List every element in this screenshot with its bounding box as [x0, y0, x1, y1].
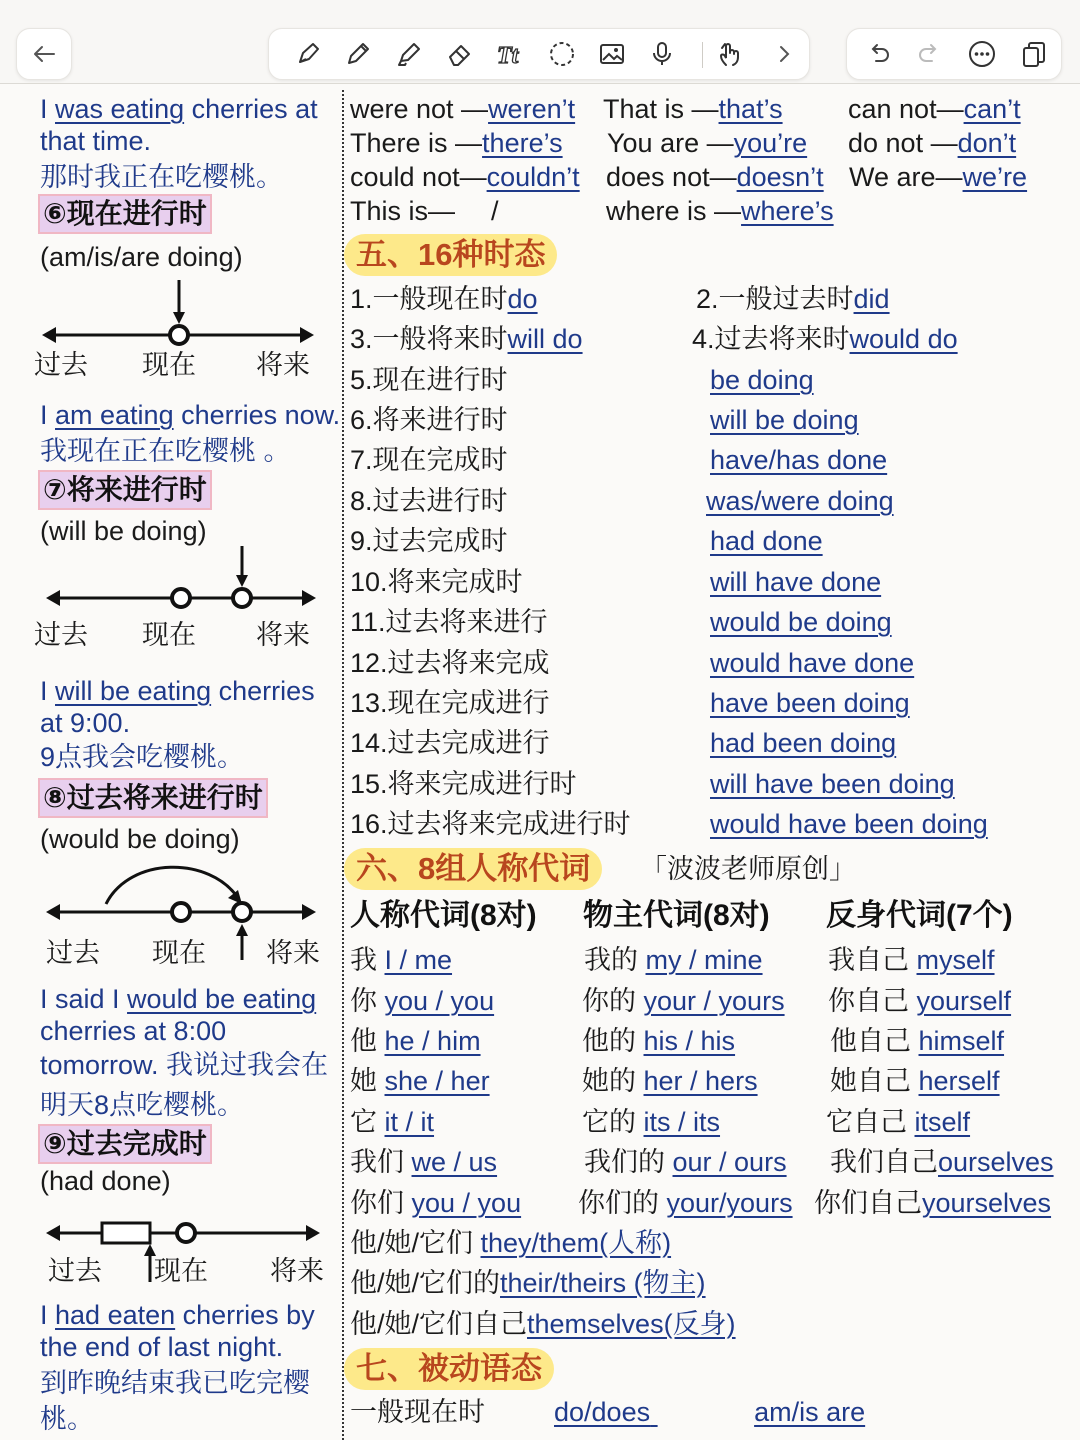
timeline-label-now: 现在: [154, 1256, 208, 1286]
example-line: that time.: [40, 126, 152, 156]
pronoun-cell: 我们的 our / ours: [584, 1147, 787, 1177]
example-line: at 9:00.: [40, 708, 131, 738]
microphone-tool[interactable]: [646, 38, 678, 70]
pen-icon: [294, 40, 322, 68]
tense-form: will have done: [710, 567, 882, 597]
contraction: That is —that’s: [603, 94, 783, 124]
timeline-label-past: 过去: [46, 938, 100, 968]
pencil-icon: [344, 40, 372, 68]
pronoun-cell: 你的 your / yours: [582, 986, 785, 1016]
pronoun-cell: 你 you / you: [350, 986, 495, 1016]
tense-form: would have done: [710, 648, 915, 678]
undo-button[interactable]: [862, 38, 894, 70]
redo-button[interactable]: [914, 38, 946, 70]
timeline-label-past: 过去: [48, 1256, 102, 1286]
contraction: This is— /: [350, 196, 499, 226]
pronoun-cell: 他 he / him: [350, 1026, 481, 1056]
pronoun-cell: 它自己 itself: [826, 1107, 971, 1137]
tense-name: 11.过去将来进行: [350, 607, 548, 637]
contraction: There is —there’s: [350, 128, 563, 158]
timeline-diagram: [40, 278, 320, 358]
tense-name: 12.过去将来完成: [350, 648, 550, 678]
pronoun-cell: 我们自己ourselves: [830, 1147, 1054, 1177]
column-header: 物主代词(8对): [583, 899, 770, 932]
contraction: do not —don’t: [848, 128, 1017, 158]
section-title-passive: 七、被动语态: [344, 1348, 554, 1390]
image-icon: [598, 40, 626, 68]
highlighter-icon: [394, 40, 422, 68]
section-title-pronouns: 六、8组人称代词: [344, 848, 602, 890]
example-translation: 到昨晚结束我已吃完樱: [40, 1368, 310, 1398]
tense-formula: (had done): [40, 1166, 171, 1196]
tense-heading: ⑨过去完成时: [38, 1124, 212, 1164]
tense-name: 16.过去将来完成进行时: [350, 809, 631, 839]
author-note: 「波波老师原创」: [640, 854, 856, 884]
more-tools-button[interactable]: [768, 38, 800, 70]
pronoun-cell: 我的 my / mine: [584, 945, 763, 975]
example-line: I was eating cherries at: [40, 94, 318, 124]
tense-name: 8.过去进行时: [350, 486, 508, 516]
column-divider: [342, 90, 344, 1440]
pencil-tool[interactable]: [342, 38, 374, 70]
more-icon: [968, 40, 996, 68]
pronoun-cell: 它的 its / its: [582, 1107, 721, 1137]
toolbar: [0, 0, 1080, 84]
pronoun-cell: 我 I / me: [350, 945, 453, 975]
tense-form: will have been doing: [710, 769, 955, 799]
tense-name: 6.将来进行时: [350, 405, 508, 435]
timeline-label-now: 现在: [142, 350, 196, 380]
tense-name: 15.将来完成进行时: [350, 769, 577, 799]
contraction: can not—can’t: [848, 94, 1021, 124]
tense-name: 7.现在完成时: [350, 445, 508, 475]
text-tool-icon: [496, 40, 524, 68]
plural-pronoun-row: 他/她/它们 they/them(人称): [350, 1228, 672, 1258]
tense-form: will be doing: [710, 405, 859, 435]
pronoun-cell: 他的 his / his: [582, 1026, 736, 1056]
tense-form: would have been doing: [710, 809, 988, 839]
pronoun-cell: 它 it / it: [350, 1107, 435, 1137]
tense-form: had done: [710, 526, 823, 556]
example-translation: 明天8点吃樱桃。: [40, 1090, 245, 1120]
plural-pronoun-row: 他/她/它们自己themselves(反身): [350, 1309, 736, 1339]
eraser-tool[interactable]: [444, 38, 476, 70]
pronoun-cell: 我们 we / us: [350, 1147, 498, 1177]
contraction: does not—doesn’t: [606, 162, 824, 192]
tense-formula: (would be doing): [40, 824, 240, 854]
timeline-label-past: 过去: [34, 620, 88, 650]
example-translation: 9点我会吃樱桃。: [40, 742, 245, 772]
example-translation: 那时我正在吃樱桃。: [40, 162, 283, 192]
passive-form-active: do/does am/is are: [554, 1397, 866, 1427]
tense-formula: (will be doing): [40, 516, 207, 546]
example-line: I am eating cherries now.: [40, 400, 341, 430]
touch-tool[interactable]: [714, 38, 746, 70]
tense-form: be doing: [710, 365, 814, 395]
back-button[interactable]: [16, 28, 72, 80]
example-line: cherries at 8:00: [40, 1016, 227, 1046]
tense-form: would be doing: [710, 607, 892, 637]
timeline-label-now: 现在: [142, 620, 196, 650]
tense-row: 2.一般过去时did: [696, 284, 890, 314]
pronoun-cell: 他自己 himself: [830, 1026, 1005, 1056]
more-button[interactable]: [966, 38, 998, 70]
column-header: 人称代词(8对): [350, 899, 537, 932]
example-translation: 我现在正在吃樱桃 。: [40, 436, 291, 466]
timeline-diagram: [40, 544, 320, 624]
image-tool[interactable]: [596, 38, 628, 70]
lasso-tool[interactable]: [546, 38, 578, 70]
highlighter-tool[interactable]: [392, 38, 424, 70]
pronoun-cell: 她 she / her: [350, 1066, 490, 1096]
pages-button[interactable]: [1018, 38, 1050, 70]
pronoun-cell: 她的 her / hers: [582, 1066, 758, 1096]
tense-row: 4.过去将来时would do: [692, 324, 958, 354]
chevron-right-icon: [770, 40, 798, 68]
redo-icon: [916, 40, 944, 68]
tense-form: have/has done: [710, 445, 888, 475]
tense-heading: ⑧过去将来进行时: [38, 778, 268, 818]
contraction: were not —weren’t: [350, 94, 576, 124]
contraction: where is —where’s: [606, 196, 834, 226]
tense-row: 1.一般现在时do: [350, 284, 538, 314]
tense-form: had been doing: [710, 728, 897, 758]
back-arrow-icon: [30, 40, 58, 68]
tense-name: 14.过去完成进行: [350, 728, 550, 758]
undo-icon: [864, 40, 892, 68]
example-line: tomorrow. 我说过我会在: [40, 1050, 329, 1080]
pronoun-cell: 我自己 myself: [828, 945, 995, 975]
tense-name: 13.现在完成进行: [350, 688, 550, 718]
example-line: I said I would be eating: [40, 984, 317, 1014]
timeline-label-future: 将来: [270, 1256, 324, 1286]
tense-formula: (am/is/are doing): [40, 242, 243, 272]
timeline-label-now: 现在: [152, 938, 206, 968]
pronoun-cell: 你们 you / you: [350, 1188, 522, 1218]
microphone-icon: [648, 40, 676, 68]
column-header: 反身代词(7个): [826, 899, 1013, 932]
timeline-label-past: 过去: [34, 350, 88, 380]
tense-row: 3.一般将来时will do: [350, 324, 583, 354]
contraction: We are—we’re: [849, 162, 1028, 192]
pronoun-cell: 你们自己yourselves: [814, 1188, 1052, 1218]
pronoun-cell: 她自己 herself: [830, 1066, 1000, 1096]
svg-text:Tt: Tt: [497, 43, 519, 68]
example-translation: 桃。: [40, 1404, 94, 1434]
plural-pronoun-row: 他/她/它们的their/theirs (物主): [350, 1268, 706, 1298]
passive-tense-name: 一般现在时: [350, 1397, 485, 1427]
pages-icon: [1020, 40, 1048, 68]
tense-form: was/were doing: [706, 486, 894, 516]
tense-heading: ⑥现在进行时: [38, 194, 212, 234]
timeline-label-future: 将来: [266, 938, 320, 968]
tense-form: have been doing: [710, 688, 910, 718]
tense-name: 10.将来完成时: [350, 567, 523, 597]
tense-heading: ⑦将来进行时: [38, 470, 212, 510]
hand-touch-icon: [716, 40, 744, 68]
lasso-icon: [548, 40, 576, 68]
section-title-tenses: 五、16种时态: [344, 234, 557, 276]
example-line: I had eaten cherries by: [40, 1300, 315, 1330]
pronoun-cell: 你自己 yourself: [828, 986, 1012, 1016]
pen-tool[interactable]: [292, 38, 324, 70]
text-tool[interactable]: [494, 38, 526, 70]
example-line: I will be eating cherries: [40, 676, 315, 706]
timeline-label-future: 将来: [256, 620, 310, 650]
contraction: could not—couldn’t: [350, 162, 580, 192]
eraser-icon: [446, 40, 474, 68]
contraction: You are —you’re: [607, 128, 808, 158]
tense-name: 9.过去完成时: [350, 526, 508, 556]
timeline-label-future: 将来: [256, 350, 310, 380]
pronoun-cell: 你们的 your/yours: [578, 1188, 793, 1218]
tense-name: 5.现在进行时: [350, 365, 508, 395]
toolbar-separator: [702, 42, 703, 68]
example-line: the end of last night.: [40, 1332, 284, 1362]
